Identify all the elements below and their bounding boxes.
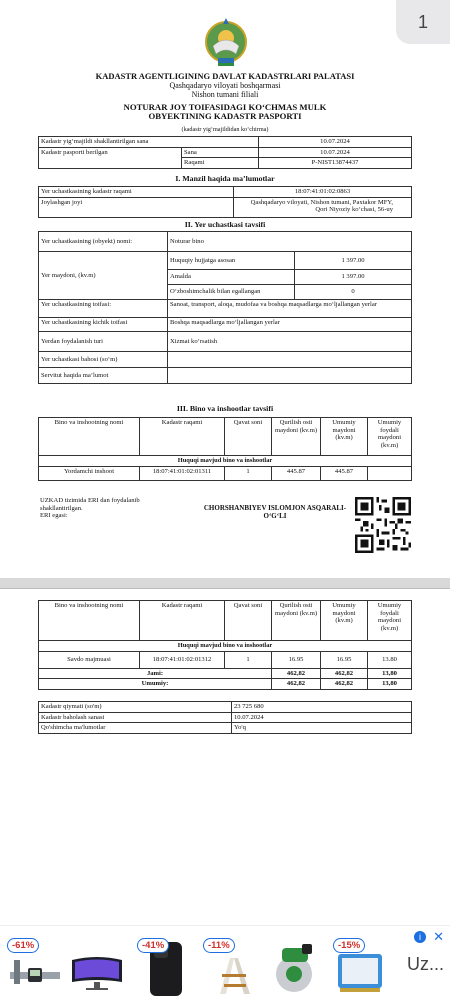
- grand-useful: 13,80: [368, 679, 412, 690]
- cell-name: Yordamchi inshoot: [39, 466, 140, 480]
- valuation-table: [38, 701, 412, 734]
- grand-total: 462,82: [321, 679, 368, 690]
- cell-value: 18:07:41:01:02:0863: [234, 187, 412, 198]
- cell-label: Kadastr baholash sanasi: [39, 712, 232, 723]
- cell-cadastre: 18:07:41:01:02:01312: [140, 651, 225, 668]
- cell-total: 445.87: [321, 466, 368, 480]
- cell-value: 23 725 680: [232, 702, 412, 713]
- grand-total-row: [39, 679, 412, 690]
- document-title-2: OBYEKTINING KADASTR PASPORTI: [148, 111, 302, 121]
- table-row: [39, 651, 412, 668]
- cell-cadastre: 18:07:41:01:02:01311: [140, 466, 225, 480]
- cell-value: 0: [295, 285, 412, 300]
- cell-label: Yerdan foydalanish turi: [39, 332, 168, 352]
- discount-badge: -41%: [137, 938, 169, 953]
- discount-badge: -61%: [7, 938, 39, 953]
- section-2-title: II. Yer uchastkasi tavsifi: [184, 220, 266, 229]
- ad-item-ladder[interactable]: [200, 934, 262, 996]
- ad-item-network-card[interactable]: [330, 934, 392, 996]
- document-title-1: NOTURAR JOY TOIFASIDAGI KO‘CHMAS MULK: [123, 102, 327, 112]
- address-line-2: Qori Niyoziy ko‘chasi, 56-uy: [315, 206, 393, 214]
- info-icon[interactable]: i: [414, 931, 426, 943]
- ad-item-monitor[interactable]: [66, 934, 128, 996]
- cell-label: Raqami: [182, 158, 259, 169]
- cell-label: Qo'shimcha ma'lumotlar: [39, 723, 232, 734]
- cell-useful: 13.80: [368, 651, 412, 668]
- cell-value: 1 397.00: [295, 252, 412, 270]
- cell-value: 10.07.2024: [232, 712, 412, 723]
- cell-value: Boshqa maqsadlarga mo‘ljallangan yerlar: [168, 318, 412, 332]
- total-label: Jami:: [39, 668, 272, 679]
- monitor-icon: [66, 934, 128, 996]
- total-total: 462,82: [321, 668, 368, 679]
- col-header: Umumiy maydoni (kv.m): [321, 418, 368, 456]
- buildings-table-continued: [38, 600, 412, 690]
- close-icon[interactable]: ✕: [433, 929, 444, 944]
- cell-label: Yer uchastkasi bahosi (so‘m): [39, 352, 168, 368]
- cell-label: Yer uchastkasining kichik toifasi: [39, 318, 168, 332]
- buildings-table: [38, 417, 412, 481]
- address-table: [38, 186, 412, 218]
- cell-label: Joylashgan joyi: [39, 197, 234, 217]
- cell-label: Servitut haqida ma’lumot: [39, 368, 168, 384]
- col-header: Umumiy foydali maydoni (kv.m): [368, 601, 412, 641]
- cell-value: Xizmat ko‘rsatish: [168, 332, 412, 352]
- ad-item-saw[interactable]: [264, 934, 326, 996]
- col-header: Qurilish osti maydoni (kv.m): [272, 601, 321, 641]
- cell-label: Huquqiy hujjatga asosan: [168, 252, 295, 270]
- cell-value: Yo'q: [232, 723, 412, 734]
- eri-line-3: ERI egasi:: [40, 512, 68, 520]
- col-header: Bino va inshootning nomi: [39, 601, 140, 641]
- group-label: Huquqi mavjud bino va inshootlar: [39, 641, 412, 652]
- grand-label: Umumiy:: [39, 679, 272, 690]
- cell-label: Yer maydoni, (kv.m): [39, 252, 168, 300]
- cell-label: Yer uchastkasining (obyekt) nomi:: [39, 232, 168, 252]
- discount-badge: -15%: [333, 938, 365, 953]
- ad-cta-text[interactable]: Uz...: [406, 954, 444, 974]
- state-emblem-icon: [203, 16, 249, 68]
- qr-code-icon: [355, 497, 411, 553]
- cell-floors: 1: [225, 466, 272, 480]
- col-header: Kadastr raqami: [140, 601, 225, 641]
- cell-value: [168, 368, 412, 384]
- agency-title: KADASTR AGENTLIGINING DAVLAT KADASTRLARI PALATASI: [95, 71, 355, 81]
- address-line-1: Qashqadaryo viloyati, Nishon tumani, Paxtakor MFY,: [250, 198, 393, 206]
- cell-total: 16.95: [321, 651, 368, 668]
- cell-footprint: 445.87: [272, 466, 321, 480]
- col-header: Umumiy maydoni (kv.m): [321, 601, 368, 641]
- col-header: Kadastr raqami: [140, 418, 225, 456]
- page-separator-line: [0, 588, 450, 589]
- col-header: Qurilish osti maydoni (kv.m): [272, 418, 321, 456]
- total-row: [39, 668, 412, 679]
- cell-floors: 1: [225, 651, 272, 668]
- cell-label: Kadastr pasporti berilgan: [39, 147, 182, 168]
- eri-owner-name: [190, 504, 360, 520]
- ad-banner[interactable]: [0, 925, 450, 1001]
- section-1-title: I. Manzil haqida ma’lumotlar: [175, 174, 275, 183]
- col-header: Bino va inshootning nomi: [39, 418, 140, 456]
- eri-line-1: UZKAD tizimida ERI dan foydalanib: [40, 497, 140, 504]
- branch-title: Nishon tumani filiali: [191, 90, 259, 99]
- page-number-badge: 1: [396, 0, 450, 44]
- cell-label: Yer uchastkasining kadastr raqami: [39, 187, 234, 198]
- cell-footprint: 16.95: [272, 651, 321, 668]
- col-header: Qavat soni: [225, 418, 272, 456]
- signer-line-1: CHORSHANBIYEV ISLOMJON ASQARALI-: [203, 504, 347, 512]
- cell-value: [234, 197, 412, 217]
- issue-info-table: [38, 136, 412, 169]
- cell-label: Sana: [182, 147, 259, 158]
- col-header: Umumiy foydali maydoni (kv.m): [368, 418, 412, 456]
- col-header: Qavat soni: [225, 601, 272, 641]
- total-useful: 13,80: [368, 668, 412, 679]
- section-3-title: III. Bino va inshootlar tavsifi: [176, 404, 274, 413]
- cell-label: O‘zboshimchalik bilan egallangan: [168, 285, 295, 300]
- cell-value: [168, 352, 412, 368]
- group-label: Huquqi mavjud bino va inshootlar: [39, 456, 412, 467]
- cell-label: Yer uchastkasining toifasi:: [39, 300, 168, 318]
- table-row: [39, 466, 412, 480]
- cell-label: Kadastr qiymati (so'm): [39, 702, 232, 713]
- grand-footprint: 462,82: [272, 679, 321, 690]
- cell-value: 10.07.2024: [259, 137, 412, 148]
- cell-value: Noturar bino: [168, 232, 412, 252]
- region-title: Qashqadaryo viloyati boshqarmasi: [169, 81, 281, 90]
- cell-value: Sanoat, transport, aloqa, mudofaa va boshqa maqsadlarga mo‘ljallangan yerlar: [168, 300, 412, 318]
- cell-value: P-NIST13874437: [259, 158, 412, 169]
- discount-badge: -11%: [203, 938, 235, 953]
- cell-useful: [368, 466, 412, 480]
- cell-label: Kadastr yig‘majildi shakllantirilgan sana: [39, 137, 259, 148]
- cell-name: Savdo majmuasi: [39, 651, 140, 668]
- ad-item-caliper[interactable]: [4, 934, 66, 996]
- total-footprint: 462,82: [272, 668, 321, 679]
- page-separator: [0, 578, 450, 588]
- eri-line-2: shakllantirilgan.: [40, 504, 83, 512]
- cell-value: 1 397.00: [295, 270, 412, 285]
- land-plot-table: [38, 231, 412, 384]
- cell-label: Amalda: [168, 270, 295, 285]
- circular-saw-icon: [264, 934, 326, 996]
- eri-note: [40, 497, 150, 520]
- cell-value: 10.07.2024: [259, 147, 412, 158]
- document-subtitle: (kadastr yig‘majildidan ko‘chirma): [181, 126, 269, 133]
- ad-item-phone-case[interactable]: [134, 934, 196, 996]
- signer-line-2: O‘G‘LI: [263, 512, 287, 520]
